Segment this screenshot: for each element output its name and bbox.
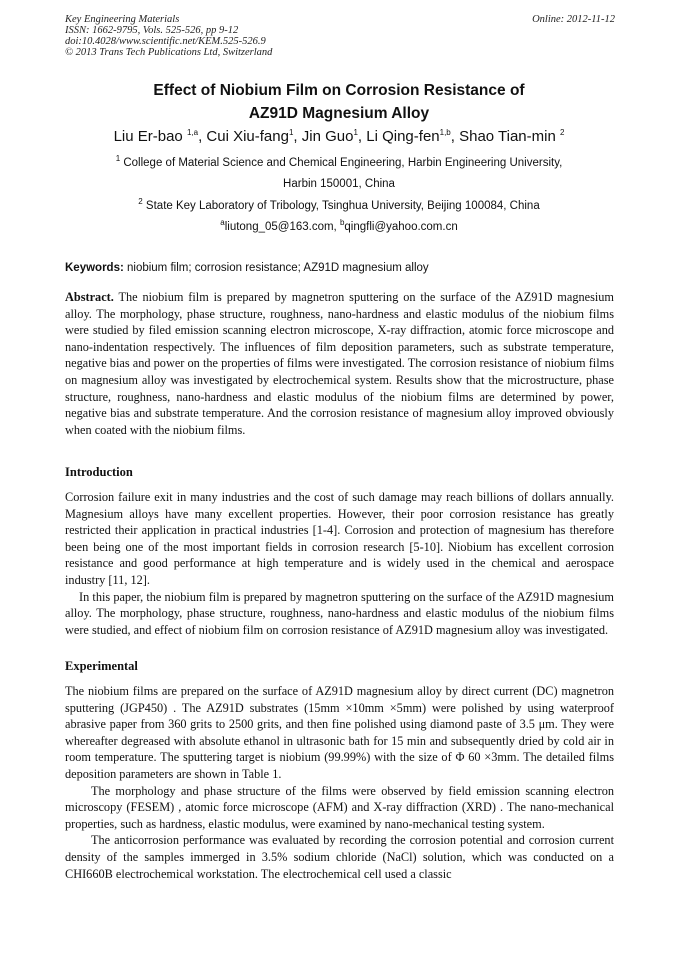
email-b: qingfli@yahoo.com.cn	[344, 221, 458, 233]
affiliation-1-line-2: Harbin 150001, China	[283, 178, 395, 190]
issn-line: ISSN: 1662-9795, Vols. 525-526, pp 9-12	[65, 25, 239, 36]
author-separator: ,	[450, 128, 460, 145]
paper-title-line-1: Effect of Niobium Film on Corrosion Resistance of	[153, 82, 525, 99]
abstract-text: The niobium film is prepared by magnetron sputtering on the surface of the AZ91D magnesium alloy. The morphology, phase structure, roughness, nano-hardness and elastic modulus of the niobium films were studied by filed emission scanning electron microscope, X-ray diffraction, atomic force microscope and nano-indentation respectively. The influences of film deposition parameters, such as substrate temperature, negative bias and power on the properties of films were investigated. The corrosion resistance of niobium films on magnesium alloy was investigated by electrochemical system. Results show that the microstructure, phase structure, roughness, nano-hardness and elastic modulus of the niobium films are determined by power, negative bias and substrate temperature. And the corrosion resistance of magnesium alloy improved obviously when coated with the niobium films.	[65, 290, 614, 437]
paper-title-line-2: AZ91D Magnesium Alloy	[248, 105, 430, 122]
abstract	[65, 289, 614, 438]
experimental-paragraph-2: The morphology and phase structure of the films were observed by field emission scanning electron microscopy (FESEM) , atomic force microscope (AFM) and X-ray diffraction (XRD) . The nano-mechanical properties, such as hardness, elastic modulus, were examined by nano-mechanical testing system.	[65, 783, 614, 831]
affiliation-1-line-1: College of Material Science and Chemical Engineering, Harbin Engineering University,	[120, 157, 563, 169]
author-separator: ,	[357, 128, 367, 145]
experimental-paragraph-1: The niobium films are prepared on the surface of AZ91D magnesium alloy by direct current (DC) magnetron sputtering (JGP450) . The AZ91D substrates (15mm ×10mm ×5mm) were polished by using waterproof abrasive paper from 360 grits to 2500 grits, and then fine polished using diamond paste of 3.5 μm. They were whereafter degreased with absolute ethanol in ultrasonic bath for 15 min and subsequently dried by cold air in room temperature. The sputtering target is niobium (99.99%) with the size of Φ 60 ×3mm. The detailed films deposition parameters are shown in Table 1.	[65, 684, 614, 781]
introduction-heading: Introduction	[65, 465, 133, 479]
email-b-mark: b	[339, 218, 345, 228]
author-affiliation-mark: 1	[288, 128, 294, 137]
affiliation-2	[0, 197, 678, 212]
author-affiliation-mark: 1	[353, 128, 358, 137]
keywords-label: Keywords:	[65, 262, 124, 274]
author-affiliation-mark: 1,b	[439, 128, 451, 137]
journal-header	[65, 14, 615, 58]
keywords-text: niobium film; corrosion resistance; AZ91D magnesium alloy	[123, 262, 429, 274]
author-name: Li Qing-fen	[366, 128, 440, 145]
introduction-body	[65, 489, 614, 638]
email-a-mark: a	[220, 218, 225, 228]
journal-name: Key Engineering Materials	[65, 14, 180, 25]
doi-line: doi:10.4028/www.scientific.net/KEM.525-526.9	[65, 36, 266, 47]
author-separator: ,	[198, 128, 207, 145]
author-list	[0, 128, 678, 145]
author-name: Cui Xiu-fang	[206, 128, 289, 145]
experimental-paragraph-3: The anticorrosion performance was evaluated by recording the corrosion potential and corrosion current density of the samples immerged in 3.5% sodium chloride (NaCl) solution, which was conducted on a CHI660B electrochemical workstation. The electrochemical cell used a classic	[65, 833, 614, 881]
copyright-line: © 2013 Trans Tech Publications Ltd, Switzerland	[65, 47, 273, 58]
author-name: Shao Tian-min	[459, 128, 560, 145]
introduction-paragraph-2: In this paper, the niobium film is prepared by magnetron sputtering on the surface of the AZ91D magnesium alloy. The morphology, phase structure, roughness, nano-hardness and elastic modulus of the niobium films were studied, and effect of niobium film on corrosion resistance of AZ91D magnesium alloy was investigated.	[65, 589, 614, 637]
abstract-label: Abstract.	[65, 290, 114, 304]
keywords	[65, 262, 429, 274]
affiliation-1	[0, 154, 678, 169]
email-a: liutong_05@163.com,	[224, 221, 340, 233]
affiliation-1-mark: 1	[115, 154, 121, 164]
introduction-paragraph-1: Corrosion failure exit in many industries and the cost of such damage may reach billions of dollars annually. Magnesium alloys have many excellent properties. However, their poor corrosion resistance has greatly restricted their application in practical industries [1-4]. Corrosion and protection of magnesium has therefore been being one of the most important fields in corrosion research [5-10]. Niobium has excellent corrosion resistance and good performance at high temperature and is widely used in the chemical and aerospace industry [11, 12].	[65, 490, 614, 587]
author-name: Liu Er-bao	[113, 128, 187, 145]
experimental-heading: Experimental	[65, 659, 138, 673]
author-name: Jin Guo	[301, 128, 354, 145]
author-separator: ,	[293, 128, 302, 145]
author-affiliation-mark: 2	[559, 128, 565, 137]
experimental-body	[65, 683, 614, 882]
email-line	[0, 218, 678, 233]
affiliation-2-text: State Key Laboratory of Tribology, Tsinghua University, Beijing 100084, China	[142, 200, 540, 212]
author-affiliation-mark: 1,a	[186, 128, 199, 137]
online-date: Online: 2012-11-12	[532, 14, 615, 25]
affiliation-2-mark: 2	[138, 197, 143, 207]
